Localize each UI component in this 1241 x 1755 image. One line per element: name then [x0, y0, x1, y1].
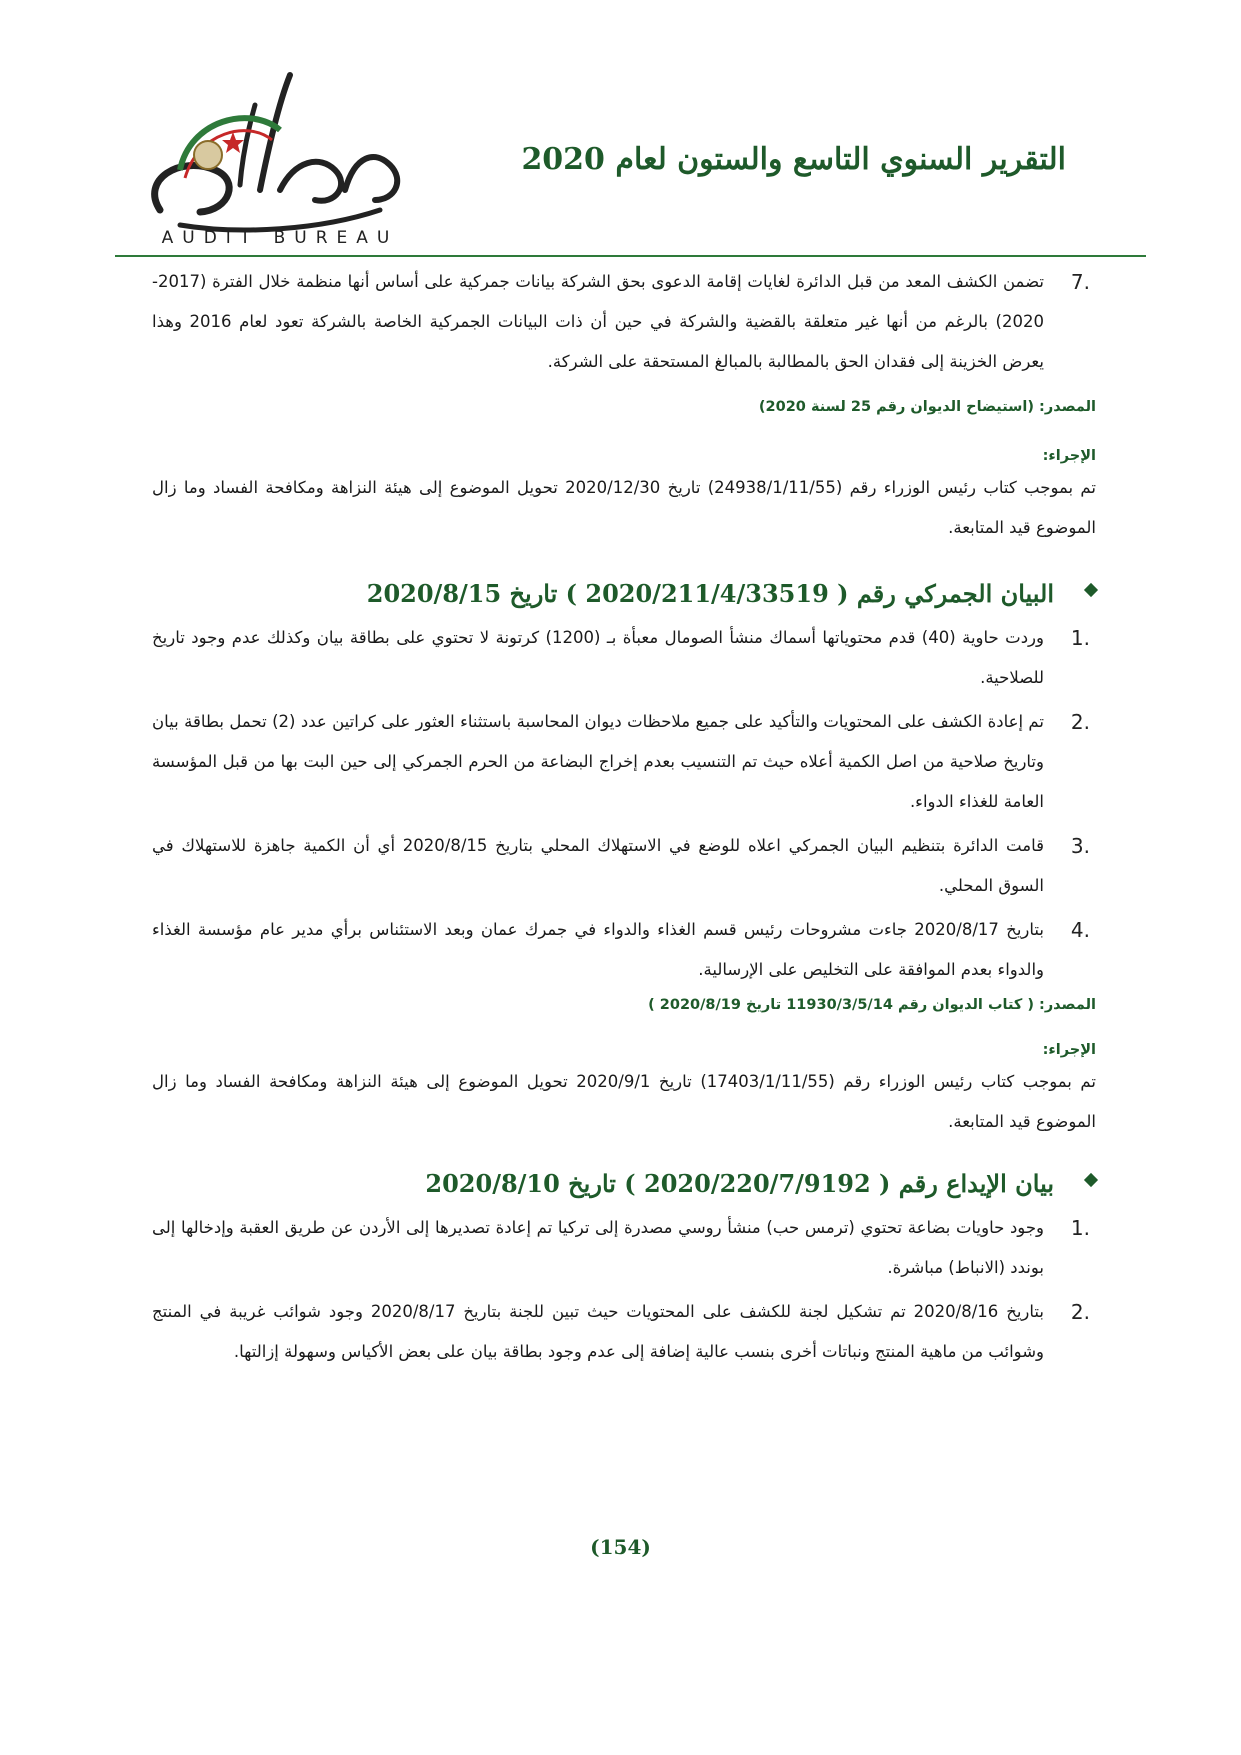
list-item	[152, 702, 1096, 822]
audit-bureau-logo	[120, 60, 420, 255]
item-text: بتاريخ 2020/8/16 تم تشكيل لجنة للكشف على المحتويات حيث تبين للجنة بتاريخ 2020/8/17 وجود شوائب غريبة في المنتج وشوائب من ماهية المنتج ونباتات أخرى بنسب عالية إضافة إلى عدم وجود بطاقة بيان على بعض الأكياس وسهولة إزالتها.	[152, 1302, 1045, 1361]
section-heading	[152, 574, 1096, 614]
section-heading-text: بيان الإيداع رقم ( 2020/220/7/9192 ) تاريخ 2020/8/10	[425, 1169, 1054, 1198]
procedure-label: الإجراء:	[1042, 448, 1096, 464]
procedure-text: تم بموجب كتاب رئيس الوزراء رقم (17403/1/11/55) تاريخ 2020/9/1 تحويل الموضوع إلى هيئة النزاهة ومكافحة الفساد وما زال الموضوع قيد المتابعة.	[152, 1072, 1096, 1131]
logo-calligraphy-stroke	[260, 75, 290, 190]
item-text: وجود حاويات بضاعة تحتوي (ترمس حب) منشأ روسي مصدرة إلى تركيا تم إعادة تصديرها إلى الأردن عن طريق العقبة وإدخالها إلى بوندد (الانباط) مباشرة.	[152, 1218, 1044, 1277]
source-note: المصدر: ( كتاب الديوان رقم 11930/3/5/14 تاريخ 2020/8/19 )	[648, 997, 1096, 1013]
item-text: بتاريخ 2020/8/17 جاءت مشروحات رئيس قسم الغذاء والدواء في جمرك عمان وبعد الاستئناس برأي مدير عام مؤسسة الغذاء والدواء بعدم الموافقة على التخليص على الإرسالية.	[152, 920, 1044, 979]
list-item	[152, 618, 1096, 698]
item-number: .1	[1070, 626, 1090, 650]
procedure-label: الإجراء:	[1042, 1042, 1096, 1058]
item-number: .2	[1070, 710, 1090, 734]
item-number: .1	[1070, 1216, 1090, 1240]
procedure-text: تم بموجب كتاب رئيس الوزراء رقم (24938/1/11/55) تاريخ 2020/12/30 تحويل الموضوع إلى هيئة النزاهة ومكافحة الفساد وما زال الموضوع قيد المتابعة.	[152, 478, 1096, 537]
bullet-diamond-icon	[1084, 1173, 1098, 1187]
logo-medallion	[194, 141, 222, 169]
list-item	[152, 826, 1096, 906]
logo-calligraphy-stroke	[155, 166, 230, 212]
list-item	[152, 1292, 1096, 1372]
bullet-diamond-icon	[1084, 583, 1098, 597]
logo-caption: AUDIT BUREAU	[161, 228, 399, 248]
page-content	[152, 262, 1096, 1372]
item-number: .7	[1070, 270, 1090, 294]
list-item	[152, 910, 1096, 990]
section-heading	[152, 1164, 1096, 1204]
list-item	[152, 262, 1096, 382]
item-number: .2	[1070, 1300, 1090, 1324]
item-text: قامت الدائرة بتنظيم البيان الجمركي اعلاه للوضع في الاستهلاك المحلي بتاريخ 2020/8/15 أي أن الكمية جاهزة للاستهلاك في السوق المحلي.	[152, 836, 1044, 895]
page-number: (154)	[590, 1535, 651, 1559]
item-number: .4	[1070, 918, 1090, 942]
logo-calligraphy-stroke	[345, 157, 397, 200]
header-divider	[115, 255, 1146, 257]
item-text: تضمن الكشف المعد من قبل الدائرة لغايات إقامة الدعوى بحق الشركة بيانات جمركية على أساس أنها منظمة خلال الفترة (2017- 2020) بالرغم من أنها غير متعلقة بالقضية والشركة في حين أن ذات البيانات الجمركية الخاصة بالشركة تعود لعام 2016 وهذا يعرض الخزينة إلى فقدان الحق بالمطالبة بالمبالغ المستحقة على الشركة.	[152, 272, 1044, 371]
list-item	[152, 1208, 1096, 1288]
item-text: تم إعادة الكشف على المحتويات والتأكيد على جميع ملاحظات ديوان المحاسبة باستثناء العثور على كراتين عدد (2) تحمل بطاقة بيان وتاريخ صلاحية من اصل الكمية أعلاه حيث تم التنسيب بعدم إخراج البضاعة من الحرم الجمركي إلى حين البت بها من قبل المؤسسة العامة للغذاء الدواء.	[152, 712, 1045, 811]
item-number: .3	[1070, 834, 1090, 858]
report-title: التقرير السنوي التاسع والستون لعام 2020	[521, 142, 1066, 177]
logo-calligraphy-stroke	[280, 162, 341, 201]
section-heading-text: البيان الجمركي رقم ( 2020/211/4/33519 ) تاريخ 2020/8/15	[366, 579, 1054, 608]
source-note: المصدر: (استيضاح الديوان رقم 25 لسنة 2020)	[758, 399, 1096, 415]
item-text: وردت حاوية (40) قدم محتوياتها أسماك منشأ الصومال معبأة بـ (1200) كرتونة لا تحتوي على بطاقة بيان وكذلك عدم وجود تاريخ للصلاحية.	[152, 628, 1044, 687]
